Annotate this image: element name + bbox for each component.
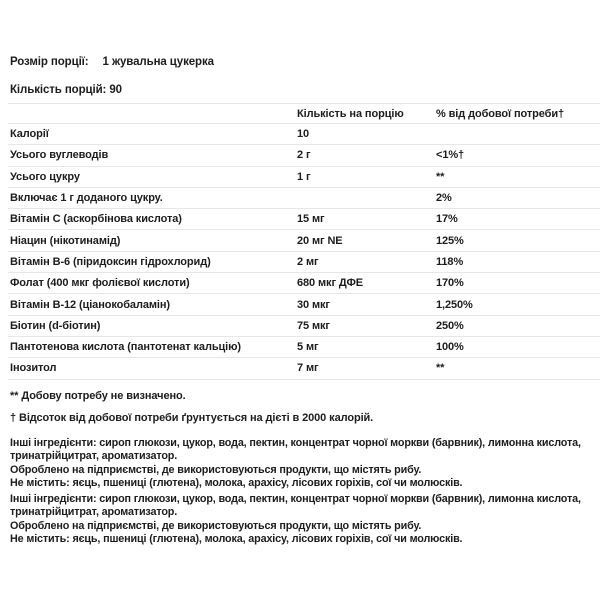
table-row-folate — [8, 273, 600, 294]
nutrient-label: Вітамін B-12 (ціанокобаламін) — [10, 298, 170, 311]
table-header-row — [8, 104, 600, 124]
nutrient-amount: 30 мкг — [297, 298, 330, 311]
nutrient-amount: 75 мкг — [297, 319, 330, 332]
nutrient-amount: 680 мкг ДФЕ — [297, 277, 364, 290]
nutrient-amount: 20 мг NE — [297, 234, 343, 247]
nutrient-dv: ** — [436, 170, 445, 183]
nutrient-label: Інозитол — [10, 362, 57, 375]
table-row-calories — [8, 124, 600, 145]
nutrient-amount: 5 мг — [297, 341, 319, 354]
nutrient-label: Включає 1 г доданого цукру. — [10, 192, 163, 205]
nutrient-label: Фолат (400 мкг фолієвої кислоти) — [10, 277, 190, 290]
nutrient-dv: <1%† — [436, 149, 465, 162]
ingredients-line: Інші інгредієнти: сироп глюкози, цукор, вода, пектин, концентрат чорної моркви (барвник), лимонна кислота, — [10, 492, 581, 505]
nutrient-dv: 170% — [436, 277, 464, 290]
allergen-processing-line: Оброблено на підприємстві, де використовуються продукти, що містять рибу. — [10, 519, 422, 532]
nutrient-amount: 1 г — [297, 170, 311, 183]
nutrient-dv: ** — [436, 362, 445, 375]
ingredients-paragraph-1 — [10, 437, 600, 491]
nutrient-label: Усього цукру — [10, 170, 80, 183]
nutrient-label: Ніацин (нікотинамід) — [10, 234, 121, 247]
column-header-dv: % від добової потреби† — [436, 107, 565, 120]
table-row-vitamin-b6 — [8, 252, 600, 273]
nutrient-dv: 125% — [436, 234, 464, 247]
footnote-percent-basis: † Відсоток від добової потреби ґрунтується на дієті в 2000 калорій. — [10, 411, 374, 424]
nutrient-dv: 100% — [436, 341, 464, 354]
table-row-biotin — [8, 316, 600, 337]
nutrient-label: Пантотенова кислота (пантотенат кальцію) — [10, 341, 241, 354]
nutrient-dv: 2% — [436, 192, 452, 205]
nutrient-dv: 250% — [436, 319, 464, 332]
nutrient-dv: 118% — [436, 255, 464, 268]
ingredients-paragraph-2 — [10, 493, 600, 547]
footnote-daily-value-not-established: ** Добову потребу не визначено. — [10, 389, 186, 402]
nutrient-label: Усього вуглеводів — [10, 149, 109, 162]
nutrient-amount: 2 г — [297, 149, 311, 162]
nutrient-amount: 2 мг — [297, 255, 319, 268]
table-row-niacin — [8, 230, 600, 251]
serving-size-label: Розмір порції: — [10, 56, 89, 68]
table-row-vitamin-b12 — [8, 294, 600, 315]
column-header-amount: Кількість на порцію — [297, 107, 404, 120]
nutrient-label: Калорії — [10, 128, 49, 141]
table-row-total-sugars — [8, 167, 600, 188]
ingredients-line: тринатрійцитрат, ароматизатор. — [10, 450, 178, 463]
serving-size-value: 1 жувальна цукерка — [102, 56, 214, 68]
nutrient-amount: 15 мг — [297, 213, 325, 226]
allergen-free-line: Не містить: яєць, пшениці (глютена), молока, арахісу, лісових горіхів, сої чи молюсків. — [10, 477, 463, 490]
nutrition-table — [8, 103, 600, 380]
nutrient-dv: 1,250% — [436, 298, 473, 311]
nutrient-dv: 17% — [436, 213, 458, 226]
allergen-free-line: Не містить: яєць, пшениці (глютена), молока, арахісу, лісових горіхів, сої чи молюсків. — [10, 533, 463, 546]
table-row-vitamin-c — [8, 209, 600, 230]
serving-size-line — [10, 55, 600, 69]
table-row-added-sugars — [8, 188, 600, 209]
nutrient-amount: 10 — [297, 128, 310, 141]
table-row-inositol — [8, 358, 600, 379]
ingredients-line: Інші інгредієнти: сироп глюкози, цукор, вода, пектин, концентрат чорної моркви (барвник), лимонна кислота, — [10, 436, 581, 449]
servings-count-line: Кількість порцій: 90 — [10, 84, 122, 96]
table-row-total-carbs — [8, 145, 600, 166]
allergen-processing-line: Оброблено на підприємстві, де використовуються продукти, що містять рибу. — [10, 463, 422, 476]
ingredients-line: тринатрійцитрат, ароматизатор. — [10, 506, 178, 519]
nutrient-label: Біотин (d-біотин) — [10, 319, 101, 332]
nutrient-label: Вітамін B-6 (піридоксин гідрохлорид) — [10, 255, 211, 268]
nutrient-label: Вітамін C (аскорбінова кислота) — [10, 213, 182, 226]
table-row-pantothenic-acid — [8, 337, 600, 358]
nutrient-amount: 7 мг — [297, 362, 319, 375]
